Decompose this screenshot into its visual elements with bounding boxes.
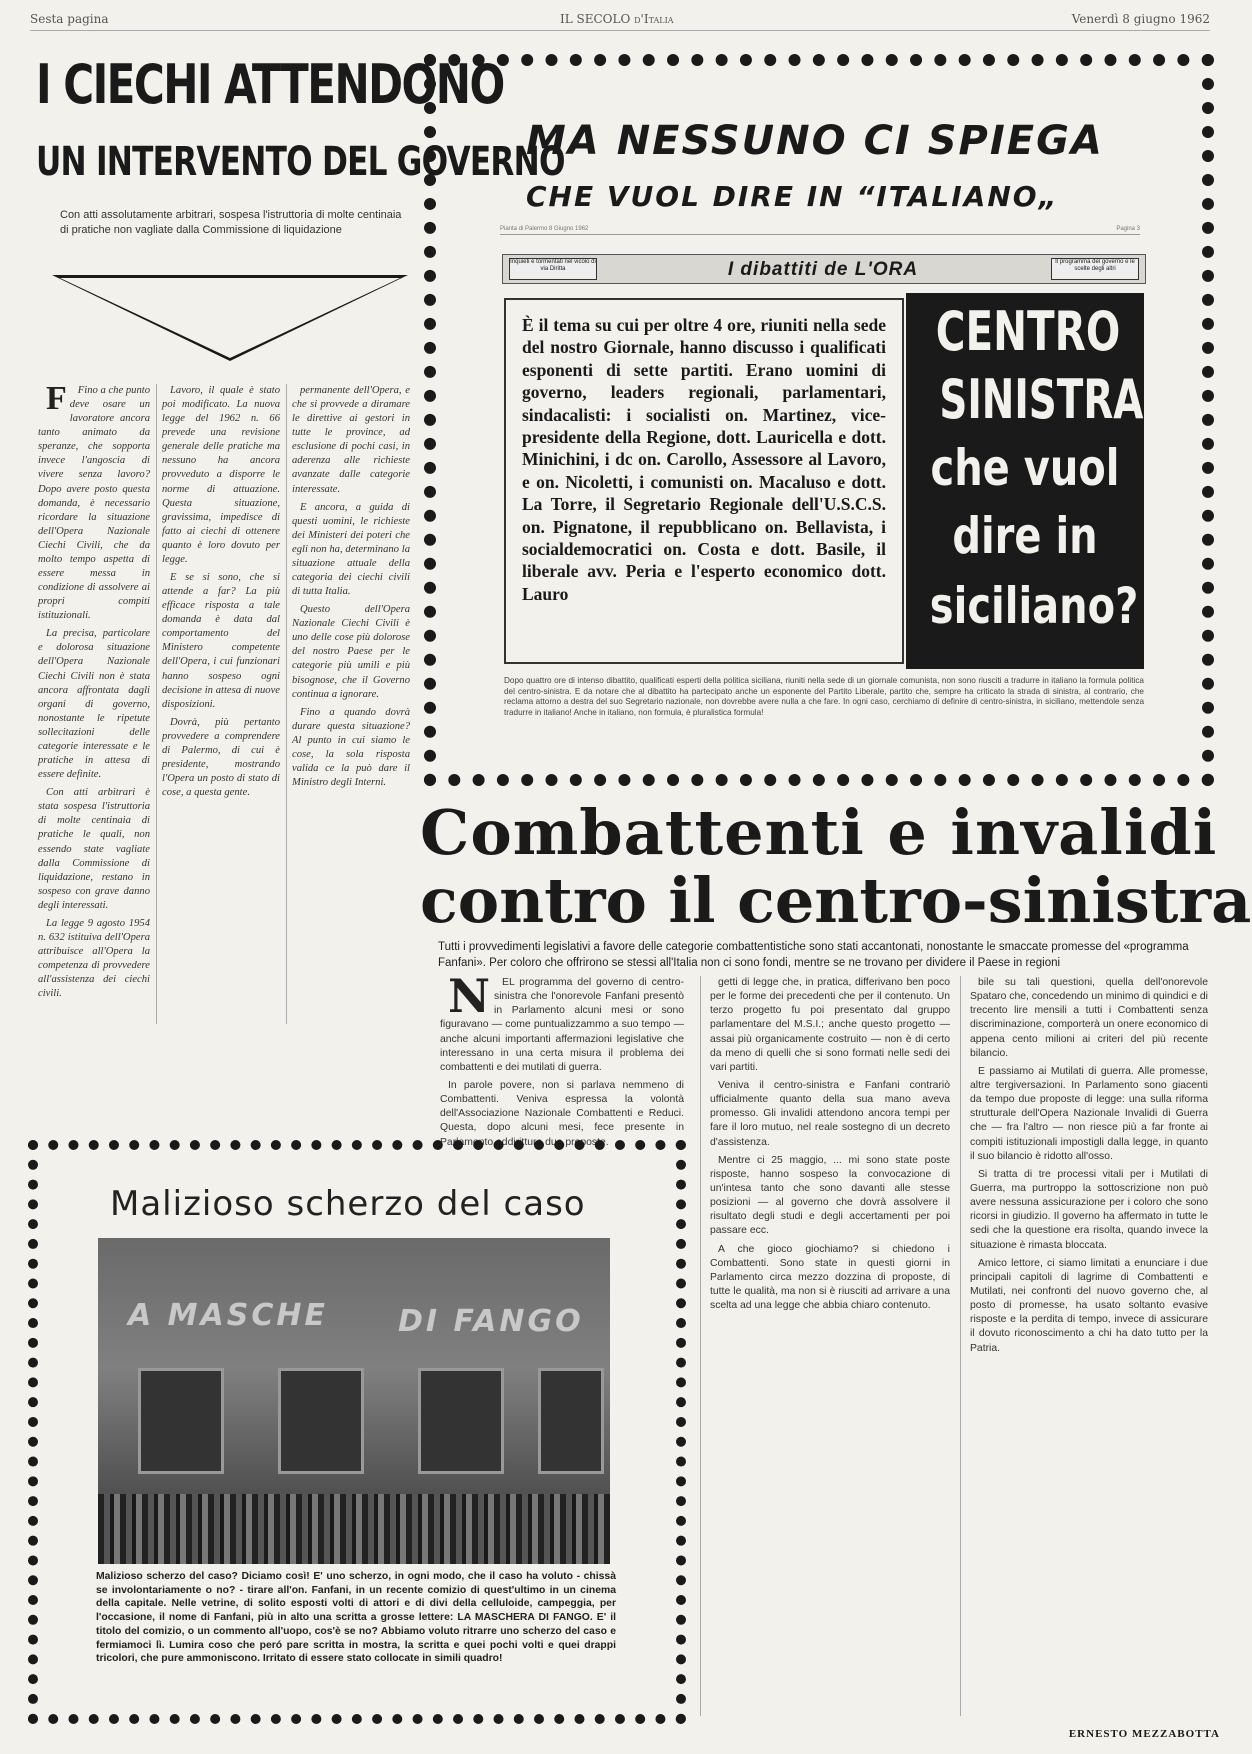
photo-window bbox=[138, 1368, 224, 1474]
clipping-source: Pianta di Palermo 8 Giugno 1962 bbox=[500, 226, 589, 232]
photo-crowd bbox=[98, 1494, 610, 1564]
ciechi-col3-p2: E ancora, a guida di questi uomini, le richieste dei Ministeri dei poteri che egli non ha, determinano la situazione attuale della categoria dei ciechi civili di tutta Italia. bbox=[292, 501, 410, 598]
ciechi-subhead: Con atti assolutamente arbitrari, sospesa l'istruttoria di molte centinaia di pratiche non vagliate dalla Commissione di liquidazione bbox=[60, 209, 402, 237]
cs-line-4: dire in bbox=[952, 507, 1098, 565]
cs-line-1: CENTRO bbox=[935, 300, 1121, 363]
newspaper-name: IL SECOLO d'Italia bbox=[560, 12, 674, 26]
running-head bbox=[30, 10, 1210, 31]
ciechi-col1-p2: La precisa, particolare e dolorosa situazione dell'Opera Nazionale Ciechi Civili non è stata ancora affrontata dagli organi di governo, nonostante le ripetute sollecitazioni delle categorie interessate e le pratiche in attesa di essere definite. bbox=[38, 628, 150, 781]
page-date: Venerdì 8 giugno 1962 bbox=[1071, 12, 1210, 26]
combattenti-col2-p1: getti di legge che, in pratica, differivano ben poco per le forme dei precedenti che per il contenuto. Un terzo progetto fu poi presentato dal gruppo parlamentare del M.S.I.; anche questo progetto — assai più organicamente costruito — non è di certo da meno di quelli che si sono formati nelle sedi dei vari partiti. bbox=[710, 977, 950, 1073]
cs-line-3: che vuol bbox=[930, 439, 1120, 497]
bar-left-note: Inquieti e tormentati nel vicolo di via Diritta bbox=[509, 258, 597, 280]
combattenti-subhead: Tutti i provvedimenti legislativi a favore delle categorie combattentistiche sono stati accantonati, nonostante le smaccate promesse del «programma Fanfani». Per coloro che offrirono se stessi all'Italia non ci sono fondi, mentre se ne trovano per dividere il Paese in regioni bbox=[438, 941, 1189, 969]
combattenti-column-1 bbox=[440, 969, 684, 1148]
combattenti-col2-p2: Veniva il centro-sinistra e Fanfani contrariò ufficialmente quanto della sua mano aveva promesso. Gli invalidi attendono ancora tempi per fare il loro mutuo, nel reale sostegno di un decreto d'assistenza. bbox=[710, 1079, 950, 1148]
ciechi-headline-secondary: UN INTERVENTO DEL GOVERNO bbox=[36, 139, 565, 185]
column-rule bbox=[156, 384, 157, 1024]
column-rule bbox=[700, 976, 701, 1716]
combattenti-col1-p1: EL programma del governo di centro-sinistra che l'onorevole Fanfani presentò in Parlamento alcuni mesi or sono figuravano — come puntualizzammo a suo tempo — anche alcuni importanti affermazioni legislative che interessano in una certa misura il problema dei combattenti e dei mutilati di guerra. bbox=[440, 977, 684, 1073]
bar-right-note: Il programma del governo e le scelte degli altri bbox=[1051, 258, 1139, 280]
ciechi-col3-p1: permanente dell'Opera, e che si provvede a diramare le direttive ai gestori in tutte le province, ad esclusione di pochi casi, in aderenza alle richieste avanzate dalle categorie interessate. bbox=[292, 385, 410, 495]
dropcap-n: N bbox=[448, 969, 491, 1023]
dibattiti-lead-text: È il tema su cui per oltre 4 ore, riuniti nella sede del nostro Giornale, hanno discusso i qualificati esponenti di sette partiti. Erano uomini di governo, leaders regionali, parlamentari, sindacalisti: i socialisti on. Martinez, vice-presidente della Regione, dott. Lauricella e dott. Minichini, i dc on. Carollo, Assessore al Lavoro, e on. Nicoletti, i comunisti on. Macaluso e dott. La Torre, il Segretario Regionale dell'U.S.C.S. on. Pignatone, il repubblicano on. Bellavista, i socialdemocratici on. Costa e dott. Basile, il liberale avv. Peria e l'esperto economico dott. Lauro bbox=[522, 315, 886, 604]
triangle-ornament-inner bbox=[60, 278, 400, 358]
photo-sign-right: DI FANGO bbox=[398, 1304, 584, 1339]
photo-window bbox=[418, 1368, 504, 1474]
dibattiti-headline-main: MA NESSUNO CI SPIEGA bbox=[526, 118, 1104, 164]
clipping-source-line bbox=[500, 226, 1140, 235]
author-signature: ERNESTO MEZZABOTTA bbox=[1068, 1728, 1220, 1740]
ciechi-col1-p3: Con atti arbitrari è stata sospesa l'istruttoria di molte centinaia di pratiche le quali, non essendo state vagliate dalla Commissione di liquidazione, restano in sospeso con grave danno degli interessati. bbox=[38, 787, 150, 911]
photo-window bbox=[278, 1368, 364, 1474]
ciechi-col2-p3: Dovrà, più pertanto provvedere a comprendere di Palermo, di cui è presidente, mostrando l'Opera un posto di stato di cose, a questa gente. bbox=[162, 716, 280, 799]
dropcap-f: F bbox=[46, 380, 67, 417]
combattenti-col2-p4: A che gioco giochiamo? si chiedono i Combattenti. Sono state in questi giorni in Parlamento circa mezzo dozzina di proposte, di tutte le qualità, ma non si è riusciti ad arrivare a una scelta ad una legge che abbia chiaro contenuto. bbox=[710, 1243, 950, 1312]
dibattiti-title-bar bbox=[502, 254, 1146, 284]
dibattiti-caption: Dopo quattro ore di intenso dibattito, qualificati esperti della politica siciliana, riuniti nella sede di un giornale comunista, non sono riusciti a tradurre in italiano la formula politica del centro-sinistra. E da notare che al dibattito ha partecipato anche un esponente del Partito Liberale, partito che, sempre ha criticato la strada di sinistra, al contrario, che reclama attorno a destra del suo Segretario nazionale, non dovrebbe avere nulla a che fare. In ogni caso, cerchiamo di definire di centro-sinistra, in siciliano, mettendole senza tradurre in italiano! Anche in italiano, non formula, è pluralistica formula! bbox=[504, 676, 1144, 717]
ciechi-col3-p3: Questo dell'Opera Nazionale Ciechi Civili è uno delle cose più dolorose del nostro Paese per le categorie più umili e più bisognose, che il Governo continua a ignorare. bbox=[292, 604, 410, 700]
clipping-page: Pagina 3 bbox=[1116, 226, 1140, 232]
combattenti-column-2 bbox=[710, 976, 950, 1716]
combattenti-col3-p4: Amico lettore, ci siamo limitati a enunciare i due principali capitoli di lagrime di Combattenti e Mutilati, nei confronti del nuovo governo che, al posto di promesse, ha usato soltanto evasive risposte e la perdita di tempo, invece di assicurare il dovuto riconoscimento a chi ha dato tutto per la Patria. bbox=[970, 1257, 1208, 1354]
combattenti-headline-secondary: contro il centro-sinistra bbox=[420, 864, 1252, 937]
ciechi-col3-p4: Fino a quando dovrà durare questa situazione? Al punto in cui siamo le cose, la sola risposta valida ce la può dare il Ministro degli Interni. bbox=[292, 706, 410, 789]
cs-line-2: SINISTRA bbox=[939, 368, 1144, 431]
ciechi-col2-p1: Lavoro, il quale è stato poi modificato. La nuova legge del 1962 n. 66 prevede una revisione generale delle pratiche ma nessuno ha ancora provveduto a disporre le norme di attuazione. Questa situazione, gravissima, impedisce di fatto ai ciechi di ottenere quanto è loro dovuto per legge. bbox=[162, 385, 280, 565]
malizioso-caption: Malizioso scherzo del caso? Diciamo così! E' uno scherzo, in ogni modo, che il caso ha voluto - chissà se involontariamente o no? - tirare all'on. Fanfani, in un recente comizio di quest'ultimo in un cinema della capitale. Nelle vetrine, di solito esposti volti di attori e di divi della celluloide, campeggia, per l'occasione, il nome di Fanfani, più in alto una scritta a grosse lettere: LA MASCHERA DI FANGO. E' il titolo del comizio, o un commento all'uopo, cos'è se no? Abbiamo voluto ritrarre uno scherzo del caso e fermiamoci lì. Lumira coso che peró pare scritta in mostra, la scritta e quei pochi volti e quei drappi tricolori, che pure ammoniscono. Irritato di essere stato collocate in simili quadro! bbox=[96, 1571, 616, 1665]
dibattiti-headline-secondary: CHE VUOL DIRE IN “ITALIANO„ bbox=[526, 180, 1059, 213]
photo-window bbox=[538, 1368, 604, 1474]
ciechi-column-2 bbox=[162, 384, 280, 1024]
ciechi-col1-p1: Fino a che punto deve osare un lavoratore ancora tanto animato da speranze, che sopporta invece l'angoscia di vivere senza lavoro? Dopo avere posto questa domanda, è necessario ricordare la situazione dell'Opera Nazionale Ciechi Civili, che da molto tempo aspetta di essere messa in condizione di assolvere ai propri compiti istituzionali. bbox=[38, 385, 150, 622]
cs-line-5: siciliano? bbox=[929, 577, 1139, 635]
dibattiti-lead-box bbox=[504, 298, 904, 664]
column-rule bbox=[960, 976, 961, 1716]
column-rule bbox=[286, 384, 287, 1024]
page-label: Sesta pagina bbox=[30, 12, 109, 26]
combattenti-col3-p2: E passiamo ai Mutilati di guerra. Alle promesse, altre tergiversazioni. In Parlamento sono giacenti da tempo due proposte di legge: una sulla riforma strutturale dell'Opera Nazionale Invalidi di Guerra che — fra l'altro — non riesce più a far fronte ai compiti istituzionali impostigli dalla legge, in quanto il suo bilancio è ridotto all'osso. bbox=[970, 1065, 1208, 1162]
dibattiti-bar-title: I dibattiti de L'ORA bbox=[727, 259, 919, 280]
combattenti-col2-p3: Mentre ci 25 maggio, ... mi sono state poste risposte, hanno sospeso la convocazione di un'intesa tanto che sono davanti alle stesse posizioni — al governo che dovrà assolvere il risultato degli studi e degli accertamenti per poi passare ecc. bbox=[710, 1154, 950, 1237]
cinema-photo bbox=[98, 1238, 610, 1564]
combattenti-col3-p3: Si tratta di tre processi vitali per i Mutilati di Guerra, ma purtroppo la sottoscrizione non può avere nessuna assicurazione per i coloro che sono ricorsi in giudizio. Il governo ha affermato in tutte le sedi che la questione era risolta, quando invece la situazione è rimasta bloccata. bbox=[970, 1168, 1208, 1251]
combattenti-headline-main: Combattenti e invalidi bbox=[420, 796, 1218, 869]
combattenti-column-3 bbox=[970, 976, 1208, 1716]
malizioso-title: Malizioso scherzo del caso bbox=[110, 1184, 586, 1224]
ciechi-headline-main: I CIECHI ATTENDONO bbox=[36, 53, 504, 116]
ciechi-col1-p4: La legge 9 agosto 1954 n. 632 istituiva dell'Opera attribuisce all'Opera la competenza di provvedere all'assistenza dei ciechi civili. bbox=[38, 917, 150, 1000]
centro-sinistra-block bbox=[906, 293, 1144, 669]
ciechi-column-1 bbox=[38, 380, 150, 1024]
combattenti-col3-p1: bile su tali questioni, quella dell'onorevole Spataro che, concedendo un minimo di quindici e di trecento lire mensili a tutti i Combattenti senza discriminazione, comporterà un onere economico di appena cento milioni ai criteri del più recente bilancio. bbox=[970, 977, 1208, 1059]
combattenti-col1-p2: In parole povere, non si parlava nemmeno di Combattenti. Veniva espressa la volontà dell'Associazione Nazionale Combattenti e Reduci. Questa, dopo alcuni mesi, fece presente in Parlamento addirittura due proposte. bbox=[440, 1079, 684, 1148]
ciechi-col2-p2: E se si sono, che si attende a far? La più efficace risposta a tale domanda è data dal comportamento del Ministero competente dell'Opera, i cui funzionari hanno sospeso ogni decisione in attesa di nuove disposizioni. bbox=[162, 572, 280, 710]
photo-sign-left: A MASCHE bbox=[128, 1298, 328, 1333]
ciechi-column-3 bbox=[292, 384, 410, 1024]
